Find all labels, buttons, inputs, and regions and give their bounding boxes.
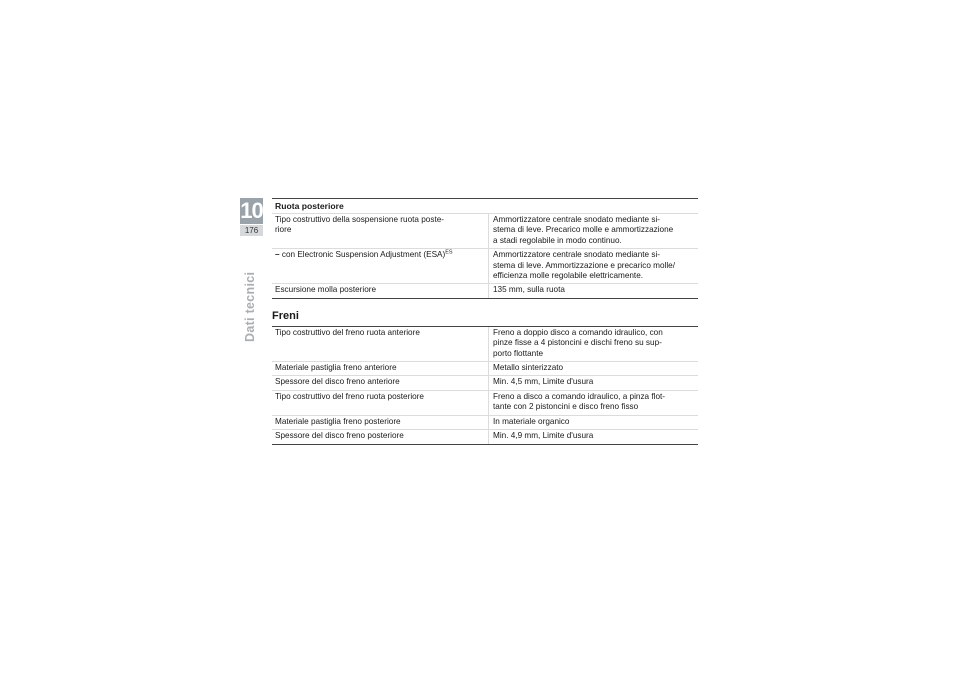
spec-value: Min. 4,9 mm, Limite d'usura [489,430,699,444]
spec-label: con Electronic Suspension Adjustment (ESA) [281,250,446,260]
rear-wheel-table [272,198,698,299]
spec-value: Freno a doppio disco a comando idraulico, con pinze fisse a 4 pistoncini e dischi freno su sup- porto flottante [489,326,699,361]
table-row [272,326,698,361]
table-row [272,415,698,429]
spec-value: Ammortizzatore centrale snodato mediante si- stema di leve. Ammortizzazione e precarico molle/ efficienza molle regolabile elettricamente. [489,249,699,284]
es-superscript: ES [445,249,453,256]
table-row [272,249,698,284]
table-row [272,390,698,415]
section-title-brakes: Freni [272,309,299,322]
spec-label-esa [272,249,489,284]
spec-label: Tipo costruttivo della sospensione ruota poste- riore [272,214,489,249]
spec-value: In materiale organico [489,415,699,429]
spec-value: Ammortizzatore centrale snodato mediante si- stema di leve. Precarico molle e ammortizzazione a stadi regolabile in modo continuo. [489,214,699,249]
spec-value: Min. 4,5 mm, Limite d'usura [489,376,699,390]
table-row [272,214,698,249]
spec-label: Escursione molla posteriore [272,284,489,298]
spec-label: Materiale pastiglia freno posteriore [272,415,489,429]
brakes-table [272,326,698,445]
section-title-rear-wheel: Ruota posteriore [272,199,698,214]
table-row [272,199,698,214]
spec-value: 135 mm, sulla ruota [489,284,699,298]
page-content [272,198,698,445]
chapter-number: 10 [240,198,263,223]
spec-label: Spessore del disco freno anteriore [272,376,489,390]
spec-label: Materiale pastiglia freno anteriore [272,362,489,376]
spec-label: Spessore del disco freno posteriore [272,430,489,444]
page-number: 176 [240,225,263,236]
spec-value: Freno a disco a comando idraulico, a pinza flot- tante con 2 pistoncini e disco freno fisso [489,390,699,415]
table-row [272,284,698,298]
spec-value: Metallo sinterizzato [489,362,699,376]
table-row [272,376,698,390]
spec-label: Tipo costruttivo del freno ruota anteriore [272,326,489,361]
chapter-title: Dati tecnici [243,271,257,342]
spec-label: Tipo costruttivo del freno ruota posteriore [272,390,489,415]
table-row [272,430,698,444]
table-row [272,362,698,376]
dash-marker: – [275,250,280,260]
